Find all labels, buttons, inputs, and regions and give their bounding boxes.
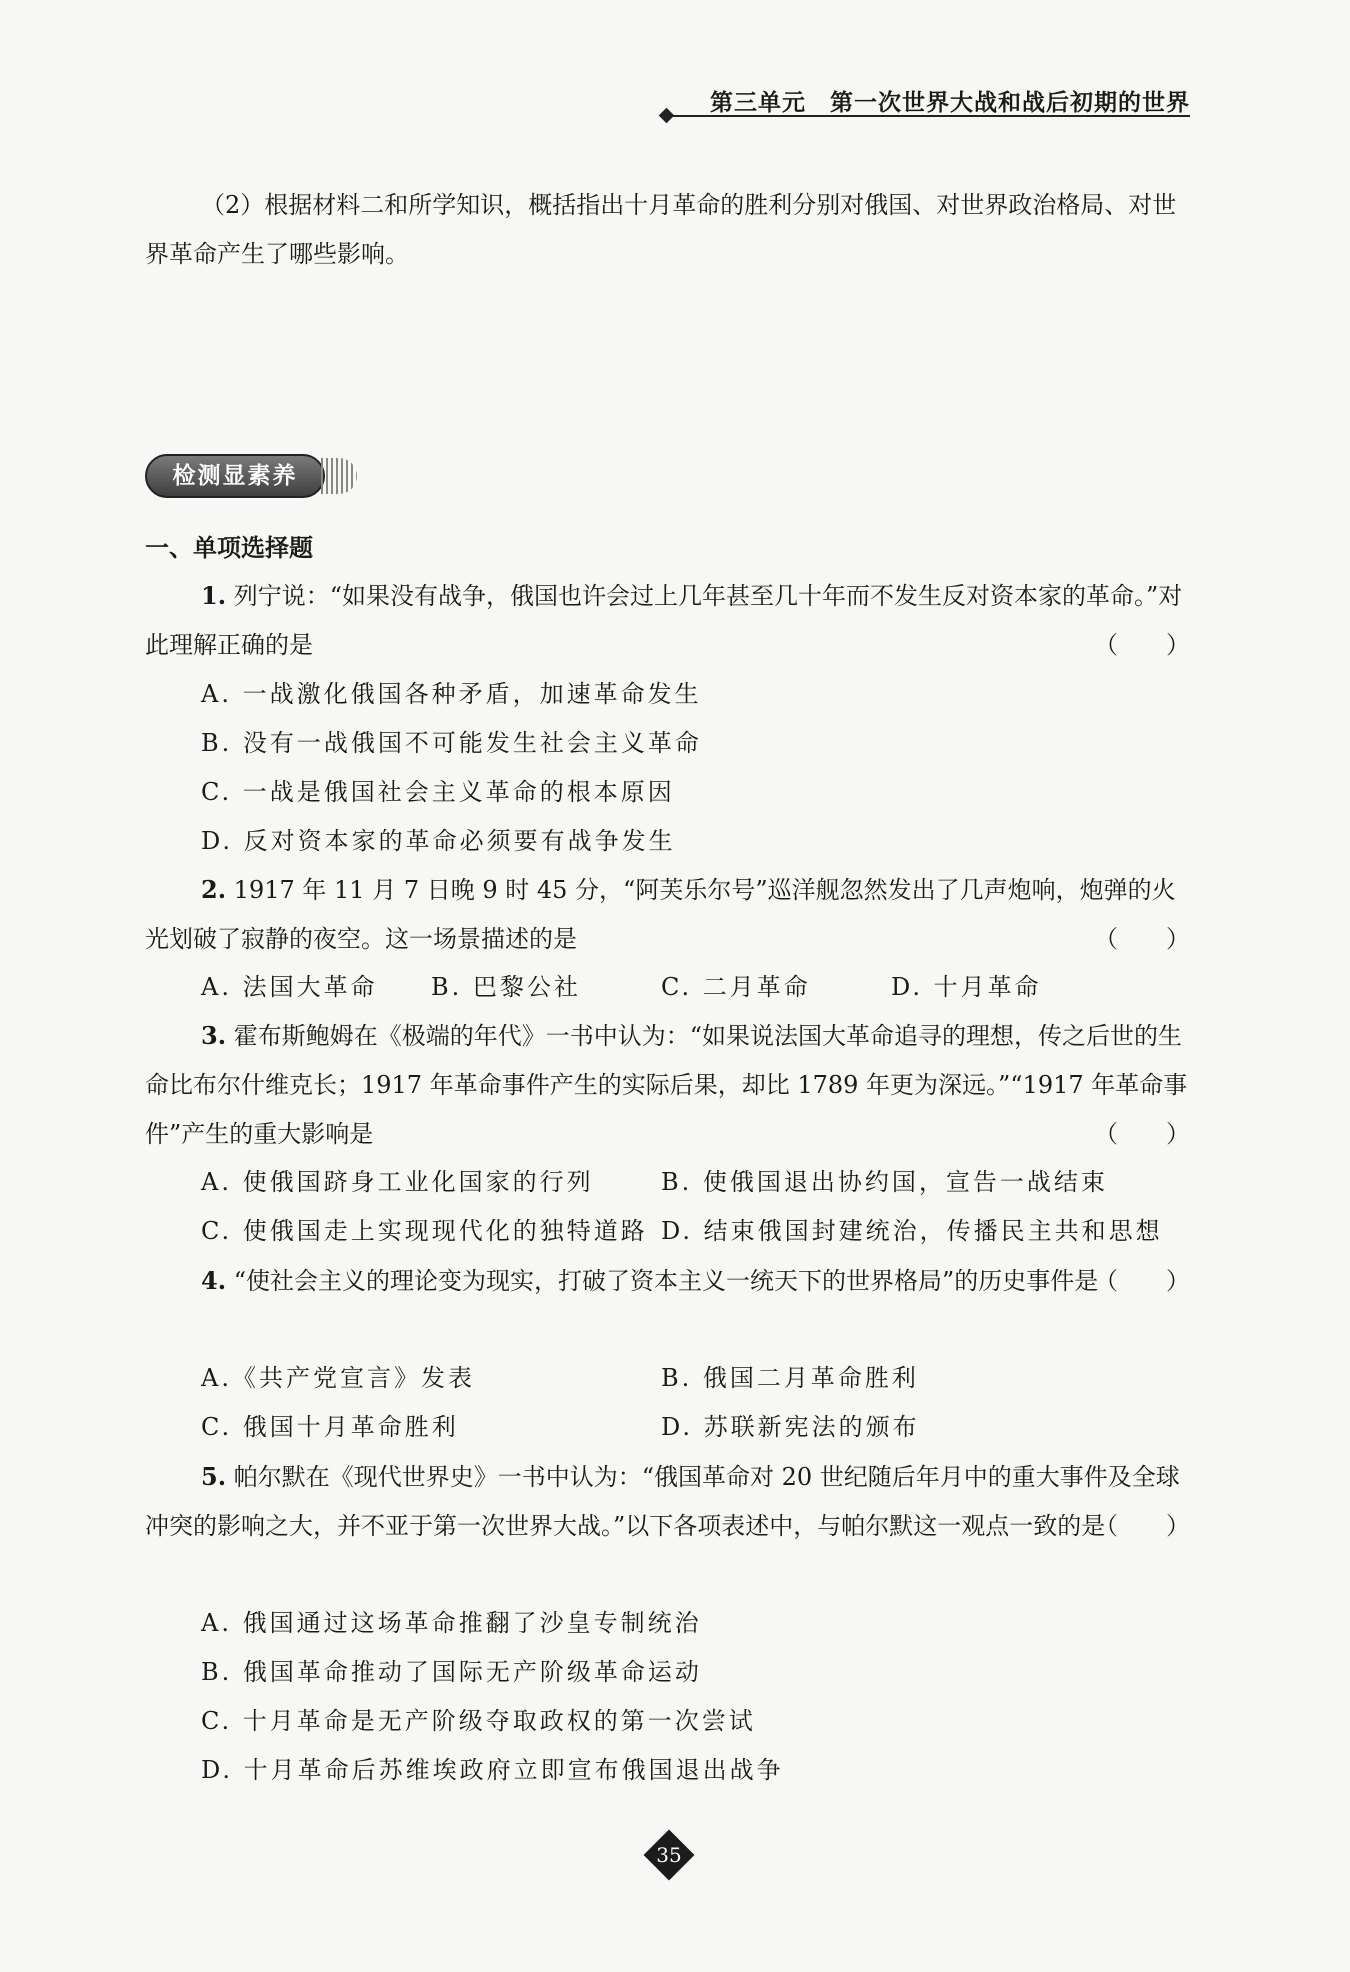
question-5 <box>145 1452 1190 1551</box>
option-c: C. 二月革命 <box>661 973 811 1001</box>
option-d: D. 苏联新宪法的颁布 <box>661 1413 920 1441</box>
question-number: 5. <box>201 1462 227 1491</box>
question-1 <box>145 571 1190 670</box>
banner-label: 检测显素养 <box>145 454 325 498</box>
question-3 <box>145 1011 1190 1159</box>
unit-header-title: 第三单元 第一次世界大战和战后初期的世界 <box>710 90 1190 116</box>
option-a: A.《共产党宣言》发表 <box>201 1364 475 1392</box>
option-a: A. 一战激化俄国各种矛盾，加速革命发生 <box>201 680 702 708</box>
question-stem: 霍布斯鲍姆在《极端的年代》一书中认为：“如果说法国大革命追寻的理想，传之后世的生命比布尔什维克长；1917 年革命事件产生的实际后果，却比 1789 年更为深远。”“1917 年革命事件”产生的重大影响是 <box>145 1022 1188 1148</box>
option-d: D. 反对资本家的革命必须要有战争发生 <box>201 827 676 855</box>
question-number: 4. <box>201 1266 227 1295</box>
answer-parentheses: （ ） <box>1094 1120 1190 1148</box>
question-stem: 帕尔默在《现代世界史》一书中认为：“俄国革命对 20 世纪随后年月中的重大事件及全球冲突的影响之大，并不亚于第一次世界大战。”以下各项表述中，与帕尔默这一观点一致的是 <box>145 1463 1180 1540</box>
option-c: C. 俄国十月革命胜利 <box>201 1413 459 1441</box>
option-a: A. 使俄国跻身工业化国家的行列 <box>201 1168 594 1196</box>
page-number <box>644 1830 694 1880</box>
answer-parentheses: （ ） <box>1094 631 1190 659</box>
answer-parentheses: （ ） <box>1094 925 1190 953</box>
intro-question: （2）根据材料二和所学知识，概括指出十月革命的胜利分别对俄国、对世界政治格局、对世界革命产生了哪些影响。 <box>145 191 1177 268</box>
question-2 <box>145 865 1190 964</box>
page-number-text: 35 <box>656 1843 682 1867</box>
section-title: 一、单项选择题 <box>145 534 313 562</box>
question-stem: “使社会主义的理论变为现实，打破了资本主义一统天下的世界格局”的历史事件是 <box>233 1267 1099 1295</box>
option-c: C. 十月革命是无产阶级夺取政权的第一次尝试 <box>201 1707 756 1735</box>
question-number: 2. <box>201 875 227 904</box>
option-b: B. 没有一战俄国不可能发生社会主义革命 <box>201 729 702 757</box>
option-b: B. 俄国二月革命胜利 <box>661 1364 919 1392</box>
banner-stripes <box>321 458 357 494</box>
answer-parentheses: （ ） <box>1094 1512 1190 1540</box>
option-b: B. 俄国革命推动了国际无产阶级革命运动 <box>201 1658 702 1686</box>
option-c: C. 一战是俄国社会主义革命的根本原因 <box>201 778 675 806</box>
question-number: 3. <box>201 1021 227 1050</box>
option-b: B. 使俄国退出协约国，宣告一战结束 <box>661 1168 1108 1196</box>
option-c: C. 使俄国走上实现现代化的独特道路 <box>201 1217 648 1245</box>
option-a: A. 俄国通过这场革命推翻了沙皇专制统治 <box>201 1609 702 1637</box>
question-stem: 列宁说：“如果没有战争，俄国也许会过上几年甚至几十年而不发生反对资本家的革命。”对此理解正确的是 <box>145 582 1183 659</box>
answer-parentheses: （ ） <box>1094 1267 1190 1295</box>
option-d: D. 十月革命后苏维埃政府立即宣布俄国退出战争 <box>201 1756 784 1784</box>
option-a: A. 法国大革命 <box>201 973 378 1001</box>
question-number: 1. <box>201 581 227 610</box>
section-banner <box>145 454 355 498</box>
option-b: B. 巴黎公社 <box>431 973 581 1001</box>
option-d: D. 十月革命 <box>891 973 1042 1001</box>
option-d: D. 结束俄国封建统治，传播民主共和思想 <box>661 1217 1163 1245</box>
question-4 <box>145 1256 1190 1306</box>
question-stem: 1917 年 11 月 7 日晚 9 时 45 分，“阿芙乐尔号”巡洋舰忽然发出了几声炮响，炮弹的火光划破了寂静的夜空。这一场景描述的是 <box>145 876 1176 953</box>
